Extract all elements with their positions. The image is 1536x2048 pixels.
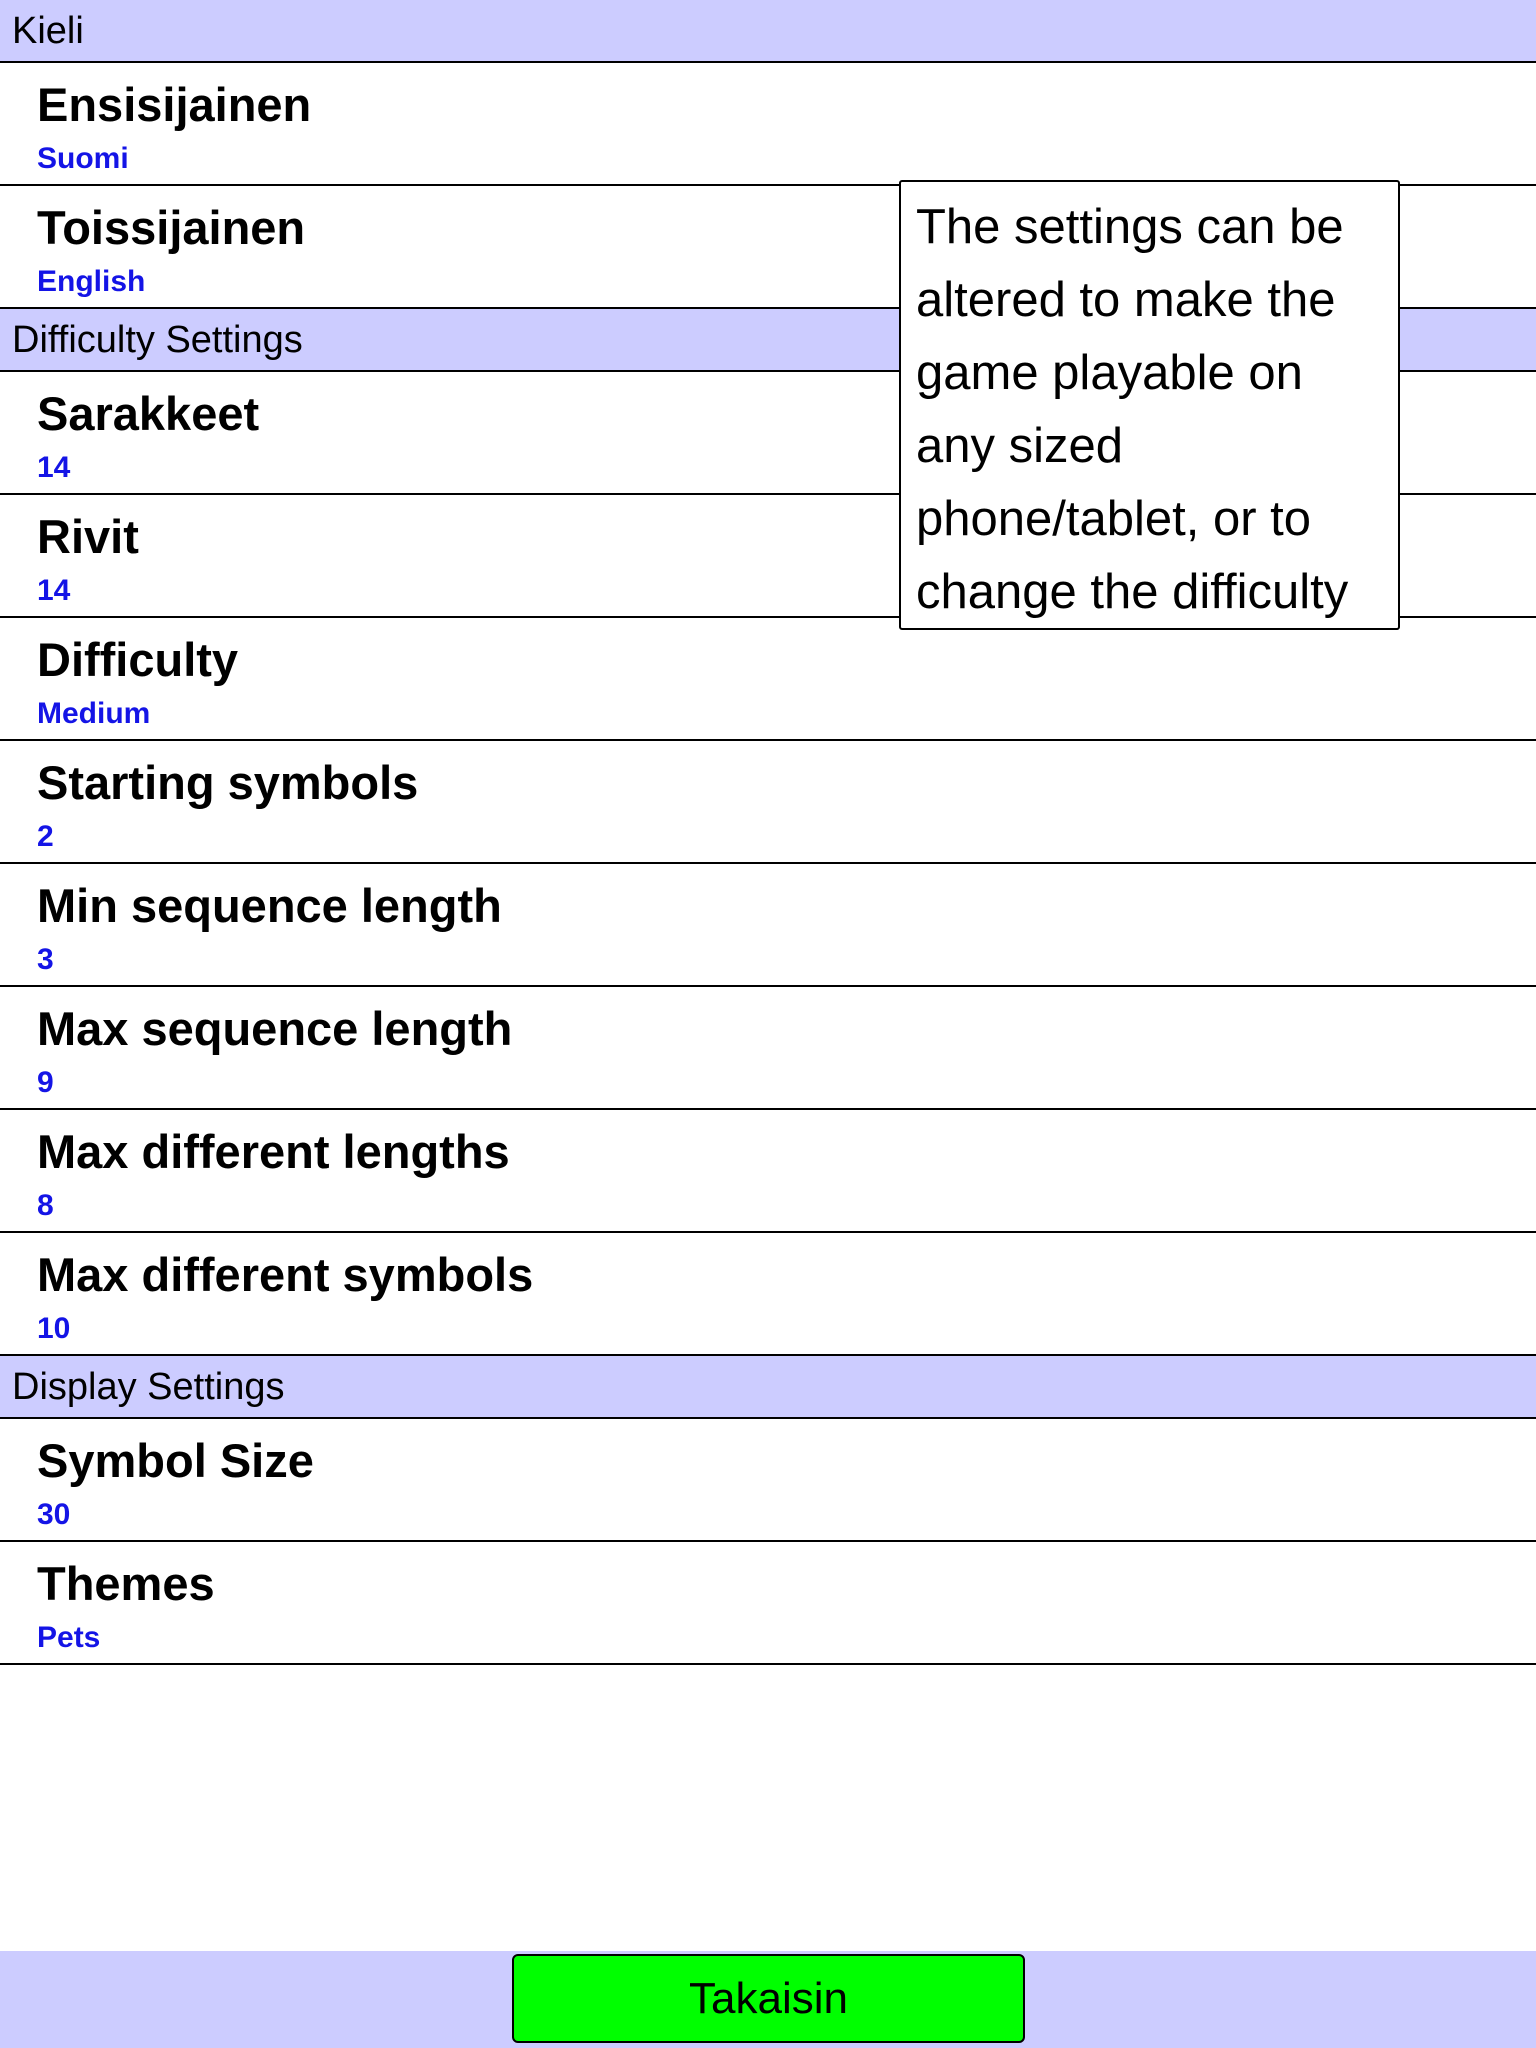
pref-title: Min sequence length bbox=[37, 879, 502, 932]
pref-title: Themes bbox=[37, 1557, 215, 1610]
pref-difficulty[interactable] bbox=[0, 618, 1536, 741]
pref-value: 2 bbox=[37, 820, 54, 853]
pref-title: Ensisijainen bbox=[37, 78, 312, 131]
pref-max-different-symbols[interactable] bbox=[0, 1233, 1536, 1356]
pref-max-sequence-length[interactable] bbox=[0, 987, 1536, 1110]
section-header-language bbox=[0, 0, 1536, 63]
tooltip-line: phone/tablet, or to bbox=[916, 492, 1312, 546]
pref-title: Starting symbols bbox=[37, 756, 419, 809]
section-header-label: Kieli bbox=[12, 9, 84, 52]
pref-primary-language[interactable] bbox=[0, 63, 1536, 186]
tooltip-line: altered to make the bbox=[916, 273, 1336, 327]
pref-value: 8 bbox=[37, 1189, 54, 1222]
section-header-display bbox=[0, 1356, 1536, 1419]
pref-value: Pets bbox=[37, 1621, 101, 1654]
pref-value: 14 bbox=[37, 451, 71, 484]
tooltip-line: The settings can be bbox=[916, 200, 1344, 254]
pref-value: 30 bbox=[37, 1498, 71, 1531]
pref-value: 10 bbox=[37, 1312, 71, 1345]
pref-value: 14 bbox=[37, 574, 71, 607]
pref-title: Rivit bbox=[37, 510, 139, 563]
footer-bar bbox=[0, 1951, 1536, 2048]
pref-title: Max sequence length bbox=[37, 1002, 513, 1055]
pref-title: Symbol Size bbox=[37, 1434, 314, 1487]
pref-value: 9 bbox=[37, 1066, 54, 1099]
pref-value: English bbox=[37, 265, 146, 298]
pref-starting-symbols[interactable] bbox=[0, 741, 1536, 864]
pref-max-different-lengths[interactable] bbox=[0, 1110, 1536, 1233]
pref-themes[interactable] bbox=[0, 1542, 1536, 1665]
tooltip-line: change the difficulty bbox=[916, 565, 1349, 619]
pref-title: Sarakkeet bbox=[37, 387, 260, 440]
tooltip-line: game playable on bbox=[916, 346, 1303, 400]
pref-symbol-size[interactable] bbox=[0, 1419, 1536, 1542]
pref-title: Difficulty bbox=[37, 633, 239, 686]
pref-value: Suomi bbox=[37, 142, 129, 175]
pref-title: Max different symbols bbox=[37, 1248, 534, 1301]
tooltip-line: any sized bbox=[916, 419, 1124, 473]
pref-title: Toissijainen bbox=[37, 201, 306, 254]
help-tooltip bbox=[899, 180, 1400, 630]
section-header-label: Display Settings bbox=[12, 1365, 285, 1408]
pref-title: Max different lengths bbox=[37, 1125, 510, 1178]
back-button[interactable] bbox=[512, 1954, 1025, 2043]
pref-value: 3 bbox=[37, 943, 54, 976]
back-button-label: Takaisin bbox=[689, 1973, 848, 2023]
pref-value: Medium bbox=[37, 697, 151, 730]
pref-min-sequence-length[interactable] bbox=[0, 864, 1536, 987]
section-header-label: Difficulty Settings bbox=[12, 318, 303, 361]
